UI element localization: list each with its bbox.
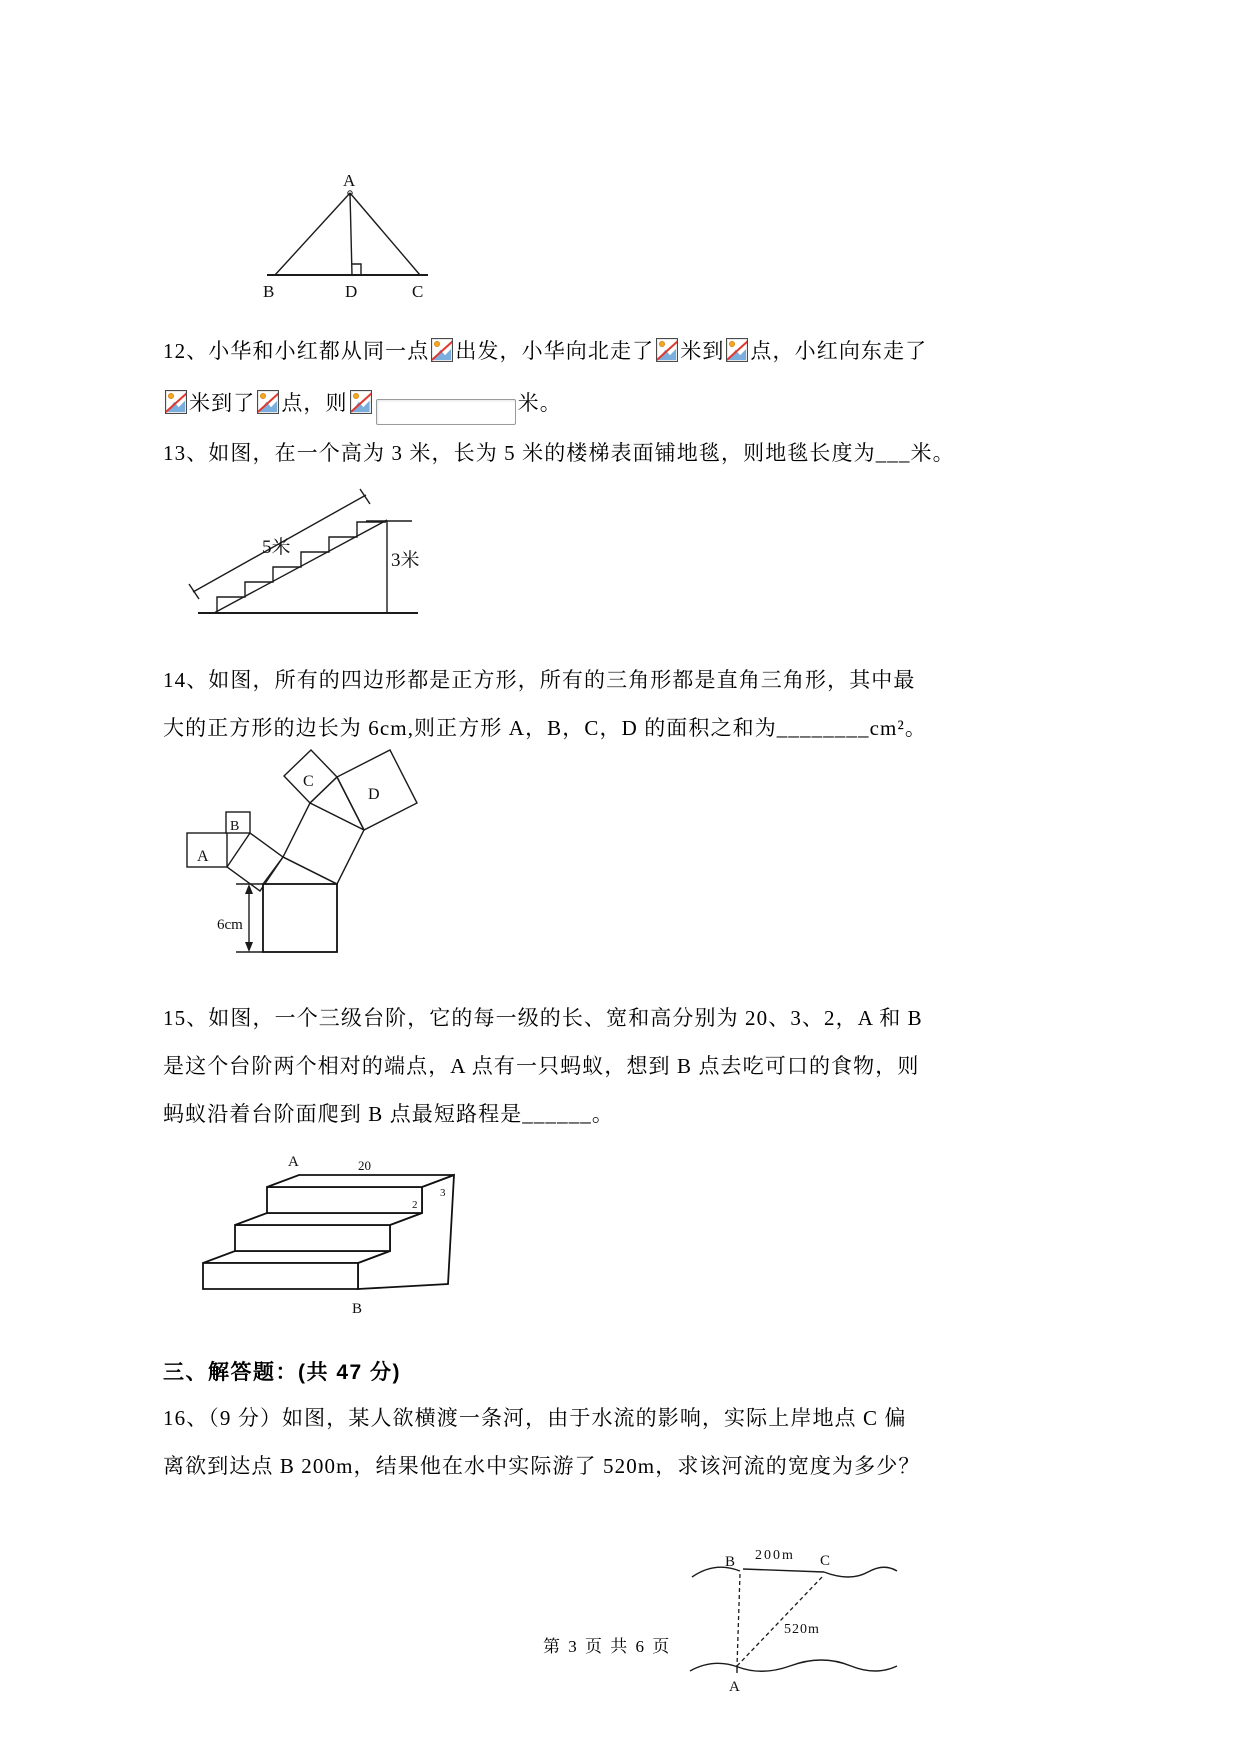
q12-line1 xyxy=(163,336,927,366)
q12-text-5: 米到了 xyxy=(189,391,256,415)
q12-text-4: 点，小红向东走了 xyxy=(750,339,928,363)
section3-heading: 三、解答题：(共 47 分) xyxy=(163,1361,402,1384)
q12-text-6: 点，则 xyxy=(281,391,348,415)
q15-line1: 15、如图，一个三级台阶，它的每一级的长、宽和高分别为 20、3、2，A 和 B xyxy=(163,1006,923,1030)
fig-q11-triangle xyxy=(230,140,440,301)
pyth-label-c: C xyxy=(303,773,314,790)
steps-label-b: B xyxy=(352,1301,363,1317)
steps-label-a: A xyxy=(288,1154,299,1170)
q16-line2: 离欲到达点 B 200m，结果他在水中实际游了 520m，求该河流的宽度为多少？ xyxy=(163,1454,921,1478)
river-label-a: A xyxy=(729,1679,740,1695)
pyth-label-b: B xyxy=(230,819,240,834)
q14-line1: 14、如图，所有的四边形都是正方形，所有的三角形都是直角三角形，其中最 xyxy=(163,668,916,692)
fig-q13-stairs xyxy=(160,480,440,625)
steps-label-rise: 2 xyxy=(412,1199,418,1211)
broken-image-icon xyxy=(257,390,279,414)
river-label-top: 200m xyxy=(755,1548,795,1563)
fig-q14-squares xyxy=(150,735,450,970)
broken-image-icon xyxy=(431,338,453,362)
q12-answer-input[interactable] xyxy=(376,399,516,425)
q12-text-1: 12、小华和小红都从同一点 xyxy=(163,339,430,363)
q12-line2 xyxy=(163,388,562,425)
q12-text-7: 米。 xyxy=(517,391,562,415)
river-label-b: B xyxy=(725,1554,736,1570)
river-label-diag: 520m xyxy=(784,1622,820,1637)
stairs-height-label: 3米 xyxy=(391,550,420,571)
triangle-label-d: D xyxy=(345,282,358,301)
q15-line3: 蚂蚁沿着台阶面爬到 B 点最短路程是______。 xyxy=(163,1102,615,1126)
pyth-label-a: A xyxy=(197,848,209,865)
river-label-c: C xyxy=(820,1553,831,1569)
triangle-label-a: A xyxy=(343,171,356,190)
broken-image-icon xyxy=(165,390,187,414)
broken-image-icon xyxy=(726,338,748,362)
steps-label-len: 20 xyxy=(358,1158,371,1173)
triangle-label-c: C xyxy=(412,282,424,301)
q13-line: 13、如图，在一个高为 3 米，长为 5 米的楼梯表面铺地毯，则地毯长度为___米。 xyxy=(163,441,955,465)
page-footer: 第 3 页 共 6 页 xyxy=(543,1637,672,1656)
q12-text-2: 出发，小华向北走了 xyxy=(455,339,655,363)
stairs-hyp-label: 5米 xyxy=(262,537,291,558)
triangle-label-b: B xyxy=(263,282,275,301)
broken-image-icon xyxy=(350,390,372,414)
fig-q16-river xyxy=(595,1528,910,1718)
q16-line1: 16、（9 分）如图，某人欲横渡一条河，由于水流的影响，实际上岸地点 C 偏 xyxy=(163,1406,907,1430)
broken-image-icon xyxy=(656,338,678,362)
q15-line2: 是这个台阶两个相对的端点，A 点有一只蚂蚁，想到 B 点去吃可口的食物，则 xyxy=(163,1054,920,1078)
fig-q15-steps xyxy=(180,1140,480,1325)
steps-label-depth: 3 xyxy=(440,1187,446,1199)
q14-line2: 大的正方形的边长为 6cm,则正方形 A，B，C，D 的面积之和为________cm²。 xyxy=(163,716,927,740)
pyth-dim-label: 6cm xyxy=(217,917,243,933)
pyth-label-d: D xyxy=(368,786,380,803)
q12-text-3: 米到 xyxy=(680,339,725,363)
